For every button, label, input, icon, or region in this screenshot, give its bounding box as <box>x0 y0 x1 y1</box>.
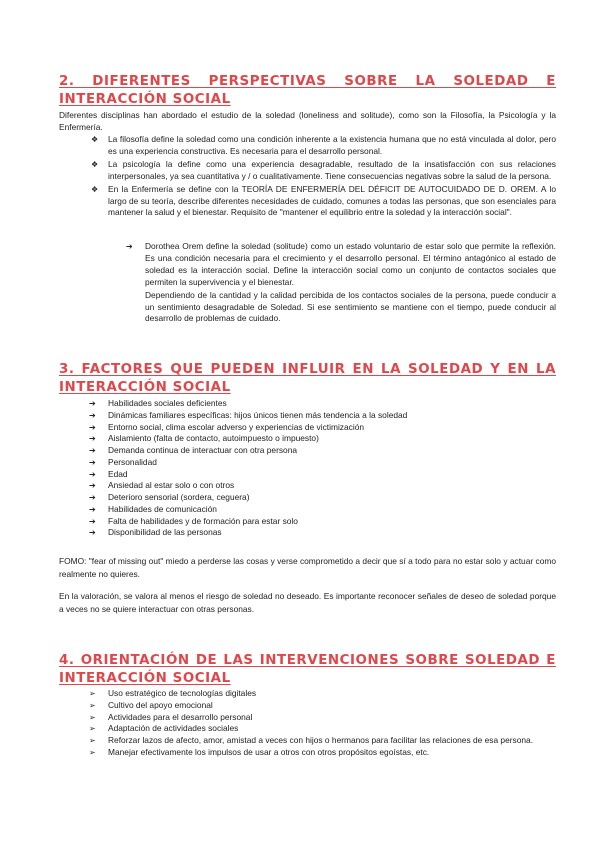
orem-sub-paragraph: Dependiendo de la cantidad y la calidad percibida de los contactos sociales de la persona, puede conducir a un sentimiento desagradable de Soledad. Si ese sentimiento se mantiene con el tiempo, puede conducir al desarrollo de problemas de cuidado. <box>145 289 556 324</box>
triangle-bullet-icon: ➢ <box>89 689 96 698</box>
triangle-bullet-icon: ➢ <box>89 747 96 757</box>
arrow-bullet-icon: ➔ <box>89 504 96 514</box>
valoracion-paragraph: En la valoración, se valora al menos el riesgo de soledad no deseado. Es importante reconocer señales de deseo de soledad porque a veces no se quiere interactuar con otras personas. <box>59 591 556 614</box>
arrow-bullet-icon: ➔ <box>89 493 96 502</box>
arrow-bullet-icon: ➔ <box>126 242 133 251</box>
triangle-bullet-icon: ➢ <box>89 700 96 710</box>
list-item: ➔ Personalidad <box>89 456 157 467</box>
list-item: ➔ Edad <box>89 468 128 479</box>
arrow-bullet-icon: ➔ <box>89 434 96 444</box>
list-item: ➢ Adaptación de actividades sociales <box>89 723 239 734</box>
section-2-bullet-list <box>89 134 556 219</box>
list-item: ➢ Cultivo del apoyo emocional <box>89 699 213 710</box>
list-item: ➢ Reforzar lazos de afecto, amor, amistad a veces con hijos o hermanos para facilitar las relaciones de esa persona. <box>89 735 534 745</box>
arrow-bullet-icon: ➔ <box>89 446 96 455</box>
arrow-bullet-icon: ➔ <box>89 528 96 538</box>
list-item: ➔ Falta de habilidades y de formación para estar solo <box>89 515 298 526</box>
list-item: ➔ Habilidades de comunicación <box>89 503 217 514</box>
list-item: ❖ En la Enfermería se define con la TEORÍA DE ENFERMERÍA DEL DÉFICIT DE AUTOCUIDADO DE D. OREM. A lo largo de su teoría, describe diferentes necesidades de cuidado, comunes a todas las personas, que son esenciales para mantener la salud y el bienestar. Requisito de "mantener el equilibrio entre la soledad y la interacción social". <box>91 183 556 218</box>
list-item: ➢ Actividades para el desarrollo personal <box>89 711 253 722</box>
section-2-heading: 2. DIFERENTES PERSPECTIVAS SOBRE LA SOLEDAD E INTERACCIÓN SOCIAL <box>59 74 556 107</box>
triangle-bullet-icon: ➢ <box>89 712 96 722</box>
list-item: ➔ Aislamiento (falta de contacto, autoimpuesto o impuesto) <box>89 433 319 444</box>
list-item: ➢ Manejar efectivamente los impulsos de usar a otros con otros propósitos egoístas, etc. <box>89 746 430 757</box>
list-item: ➔ Entorno social, clima escolar adverso y experiencias de victimización <box>89 421 365 432</box>
fomo-paragraph: FOMO: "fear of missing out" miedo a perderse las cosas y verse comprometido a decir que sí a todo para no estar solo y actuar como realmente no quieres. <box>59 556 556 579</box>
list-item: ➔ Deterioro sensorial (sordera, ceguera) <box>89 492 250 502</box>
section-3-factor-list <box>89 398 556 539</box>
section-4-intervention-list <box>89 688 556 759</box>
arrow-bullet-icon: ➔ <box>89 516 96 526</box>
diamond-bullet-icon: ❖ <box>91 184 99 194</box>
list-item: ➔ Demanda continua de interactuar con otra persona <box>89 445 298 455</box>
list-item: ➔ Ansiedad al estar solo o con otros <box>89 480 235 491</box>
arrow-bullet-icon: ➔ <box>89 399 96 408</box>
triangle-bullet-icon: ➢ <box>89 736 96 745</box>
arrow-bullet-icon: ➔ <box>89 469 96 479</box>
section-4-heading: 4. ORIENTACIÓN DE LAS INTERVENCIONES SOBRE SOLEDAD E INTERACCIÓN SOCIAL <box>59 653 556 686</box>
list-item: ❖ La psicología la define como una experiencia desagradable, resultado de la insatisfacción con sus relaciones interpersonales, ya sea cuantitativa y / o cualitativamente. Tiene consecuencias negativas sobre la salud de la persona. <box>91 158 556 181</box>
arrow-bullet-icon: ➔ <box>89 410 96 420</box>
diamond-bullet-icon: ❖ <box>91 159 99 169</box>
arrow-bullet-icon: ➔ <box>89 481 96 491</box>
section-3-heading: 3. FACTORES QUE PUEDEN INFLUIR EN LA SOLEDAD Y EN LA INTERACCIÓN SOCIAL <box>59 362 556 395</box>
arrow-bullet-icon: ➔ <box>89 422 96 432</box>
orem-sub-bullet: ➔ Dorothea Orem define la soledad (solitude) como un estado voluntario de estar solo que permite la reflexión. Es una condición necesaria para el crecimiento y el desarrollo personal. El término antagónico al estado de soledad es la interacción social. Define la interacción social como un conjunto de contactos sociales que permiten la supervivencia y el bienestar. Dependiendo de la cantidad y la calidad percibida de los contactos sociales de la persona, puede conducir a un sentimiento desagradable de Soledad. Si ese sentimiento se mantiene con el tiempo, puede conducir al desarrollo de problemas de cuidado. <box>126 241 556 324</box>
list-item: ➔ Disponibilidad de las personas <box>89 527 222 538</box>
list-item: ➢ Uso estratégico de tecnologías digitales <box>89 688 257 698</box>
triangle-bullet-icon: ➢ <box>89 724 96 734</box>
list-item: ➔ Dinámicas familiares específicas: hijos únicos tienen más tendencia a la soledad <box>89 409 408 420</box>
list-item: ➔ Habilidades sociales deficientes <box>89 398 227 408</box>
diamond-bullet-icon: ❖ <box>91 135 99 144</box>
section-2-intro: Diferentes disciplinas han abordado el estudio de la soledad (loneliness and solitude), como son la Filosofía, la Psicología y la Enfermería. <box>59 110 556 132</box>
arrow-bullet-icon: ➔ <box>89 457 96 467</box>
list-item: ❖ La filosofía define la soledad como una condición inherente a la existencia humana que no está vinculada al dolor, pero es una experiencia constructiva. Es necesaria para el desarrollo personal. <box>91 134 556 156</box>
